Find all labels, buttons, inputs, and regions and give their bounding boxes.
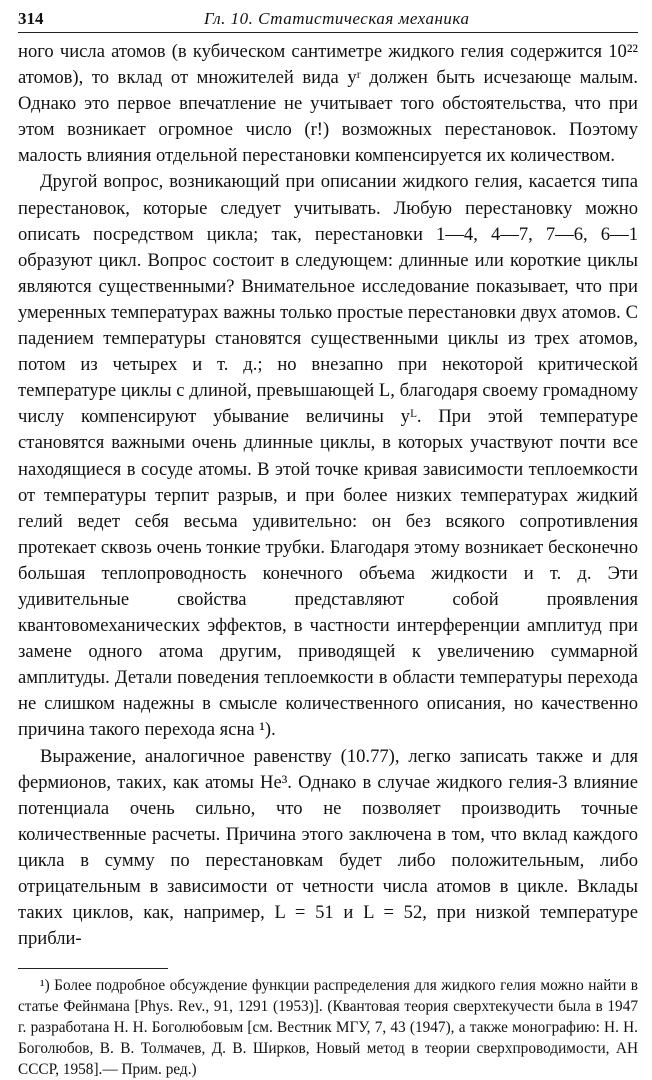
paragraph-2: Другой вопрос, возникающий при описании жидкого гелия, касается типа перестановок, которые следует учитывать. Любую перестановку можно описать посредством цикла; так, перестановки 1—4, 4—7, 7—6, 6—1 образуют цикл. Вопрос состоит в следующем: длинные или короткие циклы являются существенными? Внимательное исследование показывает, что при умеренных температурах важны только простые перестановки двух атомов. С падением температуры становятся существенными циклы из трех атомов, потом из четырех и т. д.; но внезапно при некоторой критической температуре циклы с длиной, превышающей L, благодаря своему громадному числу компенсируют убывание величины yᴸ. При этой температуре становятся важными очень длинные циклы, в которых участвуют почти все находящиеся в сосуде атомы. В этой точке кривая зависимости теплоемкости от температуры терпит разрыв, и при более низких температурах жидкий гелий ведет себя весьма удивительно: он без всякого сопротивления протекает сквозь очень тонкие трубки. Благодаря этому возникает бесконечно большая теплопроводность конечного объема жидкости и т. д. Эти удивительные свойства представляют собой проявления квантовомеханических эффектов, в частности интерференции амплитуд при замене одного атома другим, приводящей к увеличению суммарной амплитуды. Детали поведения теплоемкости в области температуры перехода не слишком надежны в смысле количественного описания, но качественно причина такого перехода ясна ¹). xyxy=(18,171,638,741)
paragraph-1: ного числа атомов (в кубическом сантиметре жидкого гелия содержится 10²² атомов), то вклад от множителей вида yʳ должен быть исчезающе малым. Однако это первое впечатление не учитывает того обстоятельства, что при этом возникает огромное число (r!) возможных перестановок. Поэтому малость влияния отдельной перестановки компенсируется их количеством. xyxy=(18,41,638,167)
page-number: 314 xyxy=(18,9,44,28)
running-head: Гл. 10. Статистическая механика xyxy=(204,9,470,28)
paragraph-3: Выражение, аналогичное равенству (10.77), легко записать также и для фермионов, таких, как атомы He³. Однако в случае жидкого гелия-3 влияние потенциала очень сильно, что не позволяет производить точные количественные расчеты. Причина этого заключена в том, что вклад каждого цикла в сумму по перестановкам будет либо положительным, либо отрицательным в зависимости от четности числа атомов в цикле. Вклады таких циклов, как, например, L = 51 и L = 52, при низкой температуре прибли- xyxy=(18,745,638,950)
book-page xyxy=(18,6,638,1080)
footnote-divider xyxy=(18,968,168,969)
main-text xyxy=(18,39,638,952)
footnote: ¹) Более подробное обсуждение функции распределения для жидкого гелия можно найти в статье Фейнмана [Phys. Rev., 91, 1291 (1953)]. (Квантовая теория сверхтекучести была в 1947 г. разработана Н. Н. Боголюбовым [см. Вестник МГУ, 7, 43 (1947), а также монографию: Н. Н. Боголюбов, В. В. Толмачев, Д. В. Ширков, Новый метод в теории сверхпроводимости, АН СССР, 1958].— Прим. ред.) xyxy=(18,977,638,1079)
page-header xyxy=(18,6,638,33)
